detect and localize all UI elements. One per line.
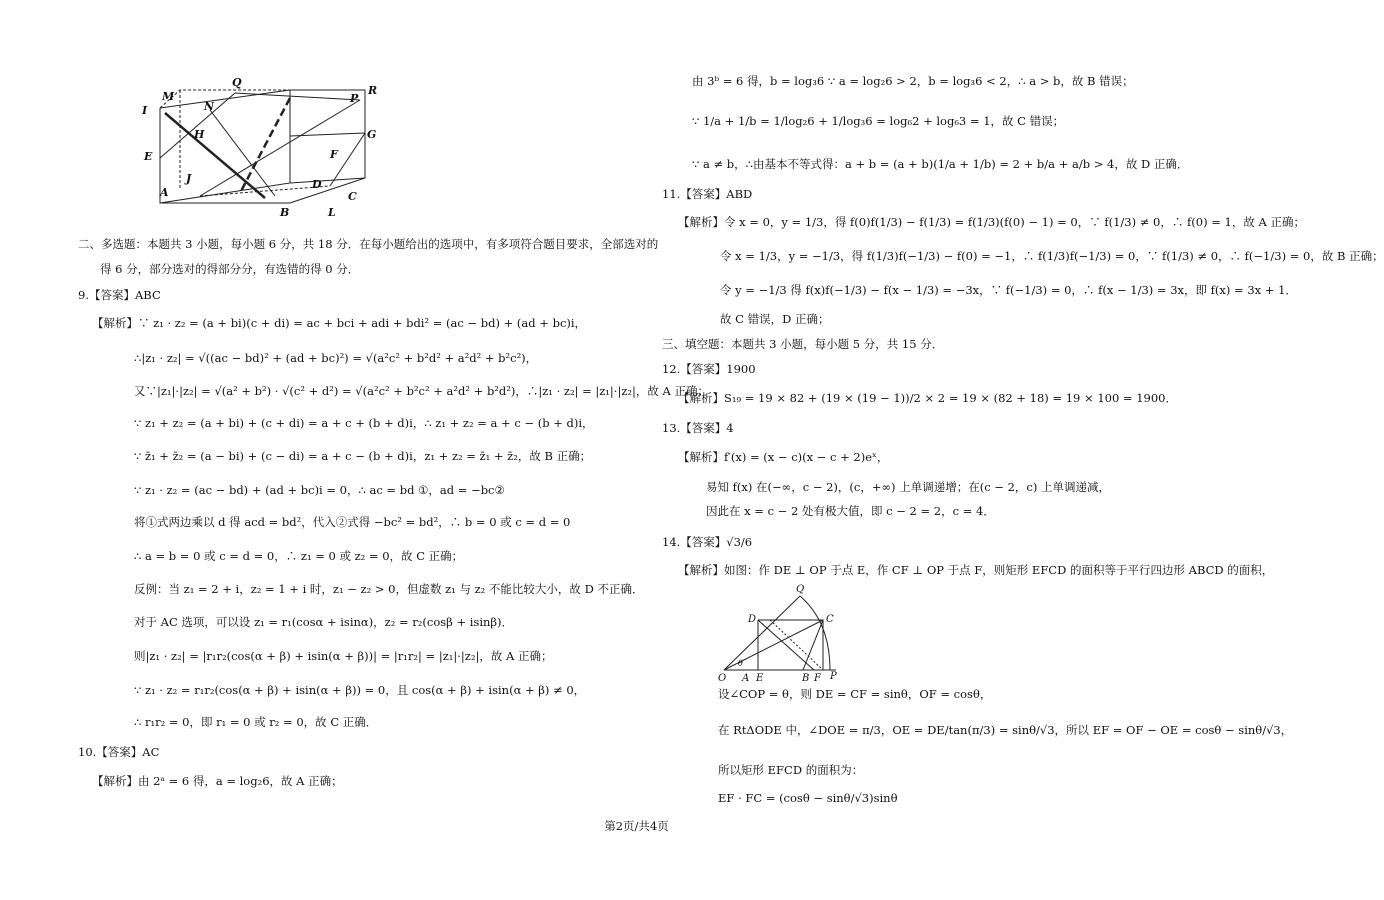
fig1-label-N: N [204, 100, 215, 113]
q9-line-11: 则|z₁ · z₂| = |r₁r₂(cos(α + β) + isin(α + β))| = |r₁r₂| = |z₁|·|z₂|，故 A 正确； [134, 649, 553, 663]
q9-line-5: ∵ z̄₁ + z̄₂ = (a − bi) + (c − di) = a + c − (b + d)i，z₁ + z₂ = z̄₁ + z̄₂，故 B 正确； [134, 449, 592, 463]
fig1-label-A: A [160, 186, 169, 199]
fig2-label-A: A [742, 673, 750, 684]
q11-answer: 11.【答案】ABD [662, 187, 753, 201]
q12-line: 【解析】S₁₉ = 19 × 82 + (19 × (19 − 1))/2 × 2 = 19 × (82 + 18) = 19 × 100 = 1900． [678, 391, 1177, 405]
fig1-label-Q: Q [232, 76, 242, 89]
q11-line-3: 令 y = −1/3 得 f(x)f(−1/3) − f(x − 1/3) = −3x，∵ f(−1/3) = 0，∴ f(x − 1/3) = 3x，即 f(x) = 3x + 1． [720, 283, 1297, 297]
q12-answer: 12.【答案】1900 [662, 362, 756, 376]
q10-line-3: ∵ 1/a + 1/b = 1/log₂6 + 1/log₃6 = log₆2 + log₆3 = 1，故 C 错误； [692, 114, 1065, 128]
q13-answer: 13.【答案】4 [662, 421, 734, 435]
fig2-label-O: O [718, 673, 727, 684]
fig1-label-E: E [144, 150, 153, 163]
q14-line-1: 【解析】如图：作 DE ⊥ OP 于点 E，作 CF ⊥ OP 于点 F，则矩形 EFCD 的面积等于平行四边形 ABCD 的面积， [678, 563, 1274, 577]
fig1-label-L: L [328, 206, 336, 219]
q9-line-12: ∵ z₁ · z₂ = r₁r₂(cos(α + β) + isin(α + β)) = 0，且 cos(α + β) + isin(α + β) ≠ 0， [134, 683, 586, 697]
fig1-label-H: H [194, 128, 205, 141]
q11-line-1: 【解析】令 x = 0，y = 1/3，得 f(0)f(1/3) − f(1/3) = f(1/3)(f(0) − 1) = 0，∵ f(1/3) ≠ 0，∴ f(0) = 1，故 A 正确； [678, 215, 1305, 229]
section3-heading: 三、填空题：本题共 3 小题，每小题 5 分，共 15 分． [662, 337, 944, 351]
fig2-label-B: B [802, 673, 810, 684]
q13-line-1: 【解析】f′(x) = (x − c)(x − c + 2)eˣ， [678, 450, 889, 464]
section2-heading: 二、多选题：本题共 3 小题，每小题 6 分，共 18 分．在每小题给出的选项中，有多项符合题目要求，全部选对的 [78, 237, 659, 251]
fig1-label-F: F [330, 148, 338, 161]
fig2-label-P: P [830, 671, 837, 682]
q10-line-4: ∵ a ≠ b，∴由基本不等式得：a + b = (a + b)(1/a + 1/b) = 2 + b/a + a/b > 4，故 D 正确． [692, 157, 1189, 171]
q11-line-2: 令 x = 1/3，y = −1/3，得 f(1/3)f(−1/3) − f(0) = −1，∴ f(1/3)f(−1/3) = 0，∵ f(1/3) ≠ 0，∴ f(−1/3) = 0，故 B 正确； [720, 249, 1384, 263]
q9-line-4: ∵ z₁ + z₂ = (a + bi) + (c + di) = a + c + (b + d)i，∴ z₁ + z₂ = a + c − (b + d)i， [134, 416, 594, 430]
q14-line-5: EF · FC = (cosθ − sinθ/√3)sinθ [718, 791, 898, 805]
section2-heading-cont: 得 6 分，部分选对的得部分分，有选错的得 0 分． [100, 262, 360, 276]
q14-line-2: 设∠COP = θ，则 DE = CF = sinθ，OF = cosθ， [718, 687, 992, 701]
q13-line-2: 易知 f(x) 在(−∞，c − 2)，(c，+∞) 上单调递增；在(c − 2，c) 上单调递减， [706, 480, 1110, 494]
fig1-label-B: B [280, 206, 290, 219]
q11-line-4: 故 C 错误，D 正确； [720, 312, 830, 326]
fig2-label-theta: θ [738, 659, 743, 668]
q9-line-10: 对于 AC 选项，可以设 z₁ = r₁(cosα + isinα)，z₂ = r₂(cosβ + isinβ)． [134, 615, 514, 629]
fig2-label-D: D [748, 614, 757, 625]
q10-answer: 10.【答案】AC [78, 745, 160, 759]
q10-line-2: 由 3ᵇ = 6 得，b = log₃6 ∵ a = log₂6 > 2，b = log₃6 < 2，∴ a > b，故 B 错误； [692, 74, 1134, 88]
q14-line-4: 所以矩形 EFCD 的面积为： [718, 763, 864, 777]
fig1-label-D: D [312, 178, 322, 191]
q9-line-3: 又∵|z₁|·|z₂| = √(a² + b²) · √(c² + d²) = √(a²c² + b²c² + a²d² + b²d²)，∴|z₁ · z₂| = |z₁|·|z₂|，故 A 正确； [134, 384, 709, 398]
fig2-label-Q: Q [796, 584, 805, 595]
fig1-label-M: M [162, 90, 175, 103]
fig1-label-G: G [367, 128, 377, 141]
fig2-label-E: E [756, 673, 764, 684]
q9-line-6: ∵ z₁ · z₂ = (ac − bd) + (ad + bc)i = 0，∴ ac = bd ①，ad = −bc② [134, 483, 505, 497]
q13-line-3: 因此在 x = c − 2 处有极大值，即 c − 2 = 2，c = 4． [706, 504, 995, 518]
fig1-label-I: I [142, 104, 148, 117]
fig2-label-F: F [814, 673, 821, 684]
q9-line-9: 反例：当 z₁ = 2 + i，z₂ = 1 + i 时，z₁ − z₂ > 0，但虚数 z₁ 与 z₂ 不能比较大小，故 D 不正确． [134, 582, 644, 596]
q9-line-2: ∴|z₁ · z₂| = √((ac − bd)² + (ad + bc)²) = √(a²c² + b²d² + a²d² + b²c²)， [134, 351, 538, 365]
fig1-label-J: J [186, 172, 192, 185]
q14-answer: 14.【答案】√3/6 [662, 535, 753, 549]
fig1-label-R: R [368, 84, 378, 97]
q9-line-1: 【解析】∵ z₁ · z₂ = (a + bi)(c + di) = ac + bci + adi + bdi² = (ac − bd) + (ad + bc)i， [92, 316, 587, 330]
fig1-label-C: C [348, 190, 357, 203]
cube-figure [140, 76, 378, 220]
sector-figure [718, 582, 848, 682]
q14-line-3: 在 RtΔODE 中，∠DOE = π/3，OE = DE/tan(π/3) = sinθ/√3，所以 EF = OF − OE = cosθ − sinθ/√3， [718, 723, 1293, 737]
q9-line-8: ∴ a = b = 0 或 c = d = 0，∴ z₁ = 0 或 z₂ = 0，故 C 正确； [134, 549, 464, 563]
q9-line-7: 将①式两边乘以 d 得 acd = bd²，代入②式得 −bc² = bd²，∴ b = 0 或 c = d = 0 [134, 515, 571, 529]
q10-line-1: 【解析】由 2ᵃ = 6 得，a = log₂6，故 A 正确； [92, 774, 343, 788]
fig2-label-C: C [826, 614, 834, 625]
q9-answer: 9.【答案】ABC [78, 288, 161, 302]
page-footer: 第2页/共4页 [604, 819, 669, 833]
fig1-label-P: P [350, 92, 359, 105]
q9-line-13: ∴ r₁r₂ = 0，即 r₁ = 0 或 r₂ = 0，故 C 正确． [134, 715, 378, 729]
